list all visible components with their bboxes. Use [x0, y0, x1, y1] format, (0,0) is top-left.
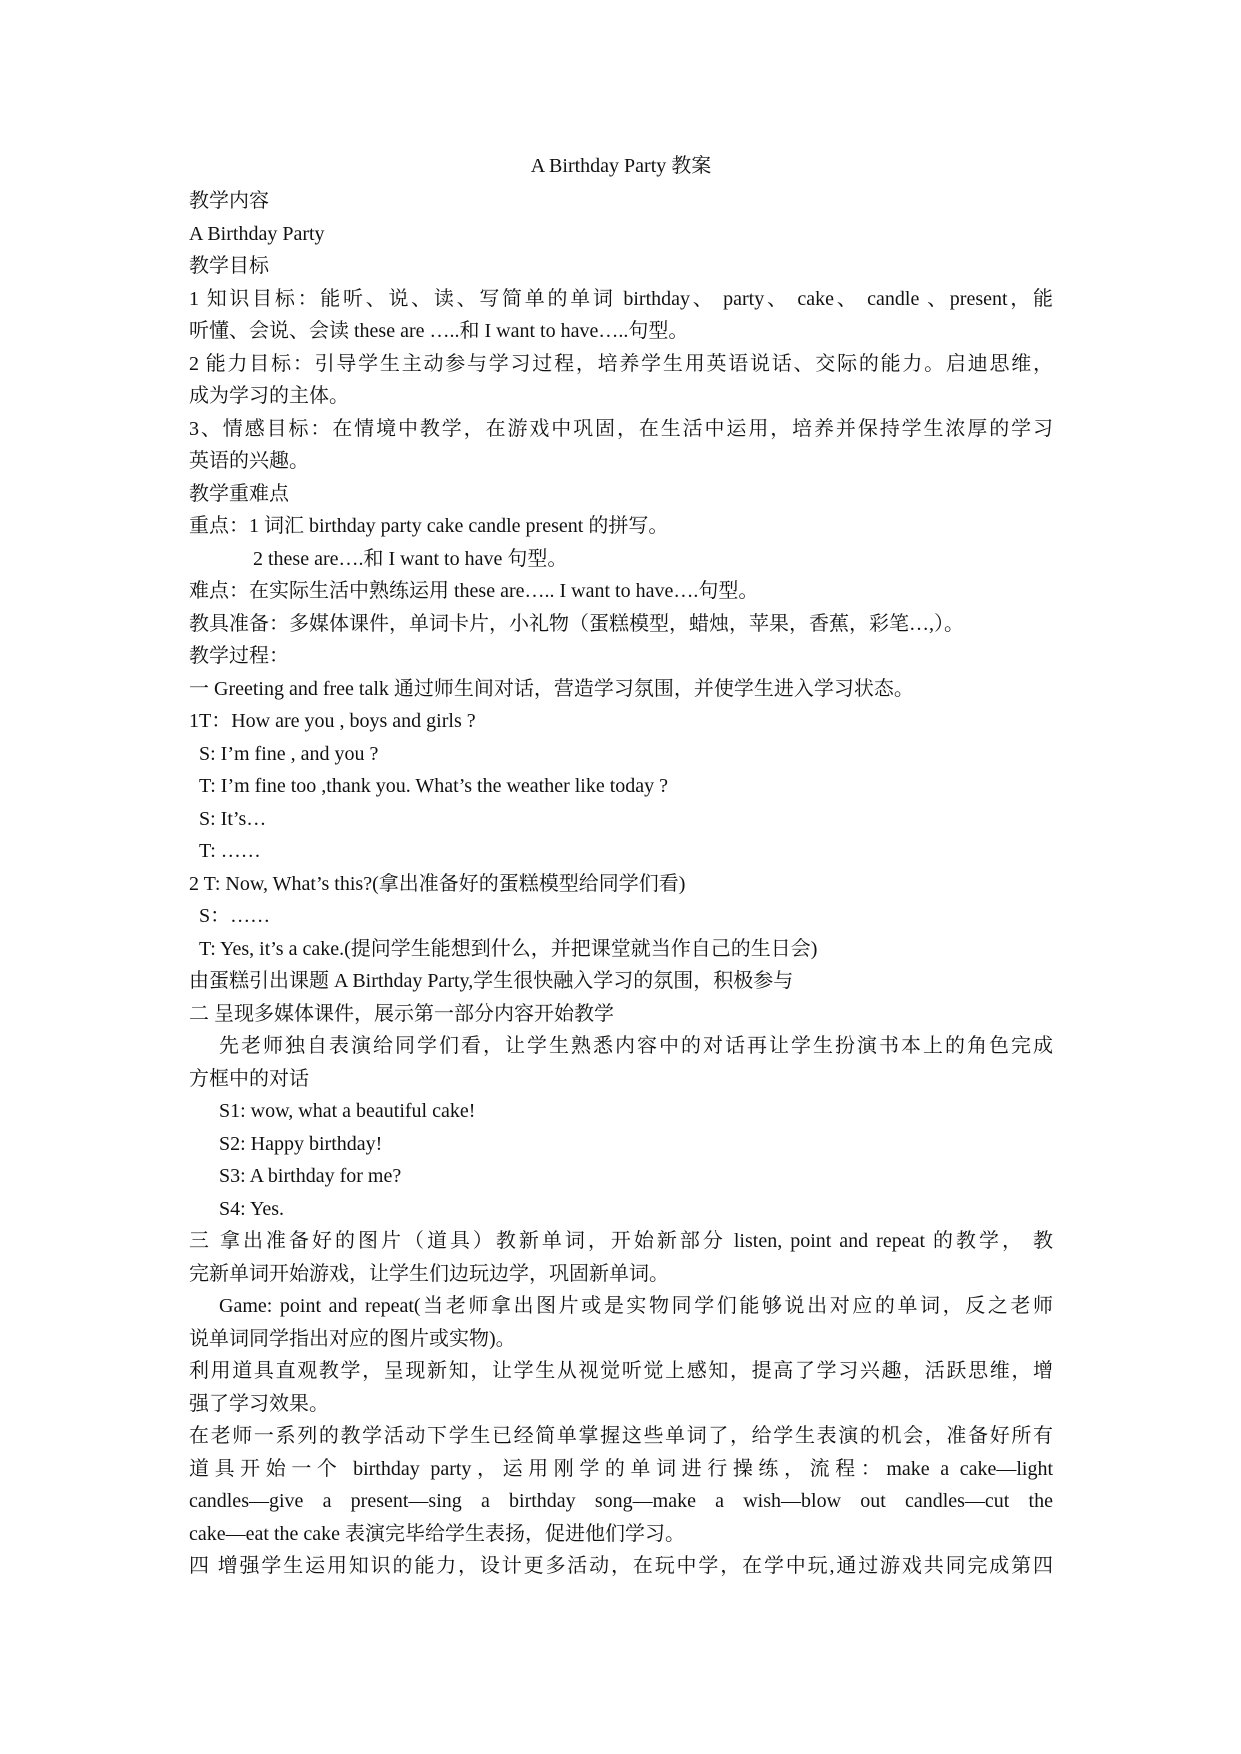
text-line: T: I’m fine too ,thank you. What’s the weather like today ? — [199, 775, 669, 797]
text-line: 重点：1 词汇 birthday party cake candle present 的拼写。 — [189, 515, 669, 537]
text-line: 说单词同学指出对应的图片或实物)。 — [189, 1327, 516, 1350]
text-line: A Birthday Party — [189, 222, 325, 245]
text-line: candles—give a present—sing a birthday song—make a wish—blow out candles—cut the — [189, 1490, 1053, 1512]
text-line: S1: wow, what a beautiful cake! — [219, 1100, 476, 1122]
text-line: 道具开始一个 birthday party，运用刚学的单词进行操练，流程：make a cake—light — [189, 1457, 1053, 1480]
text-line: 教学过程： — [189, 645, 289, 667]
text-line: 三 拿出准备好的图片（道具）教新单词，开始新部分 listen, point and repeat 的教学， 教 — [189, 1230, 1053, 1252]
text-line: 难点：在实际生活中熟练运用 these are….. I want to have….句型。 — [189, 580, 759, 602]
text-line: 2 these are….和 I want to have 句型。 — [253, 547, 568, 570]
text-line: 强了学习效果。 — [189, 1392, 329, 1415]
text-line: 由蛋糕引出课题 A Birthday Party,学生很快融入学习的氛围，积极参与 — [189, 970, 794, 992]
text-line: 一 Greeting and free talk 通过师生间对话，营造学习氛围，并使学生进入学习状态。 — [189, 677, 914, 700]
text-line: Game: point and repeat(当老师拿出图片或是实物同学们能够说出对应的单词，反之老师 — [219, 1295, 1053, 1317]
text-line: 完新单词开始游戏，让学生们边玩边学，巩固新单词。 — [189, 1262, 669, 1285]
text-line: 教学内容 — [189, 190, 269, 212]
text-line: 二 呈现多媒体课件，展示第一部分内容开始教学 — [189, 1002, 614, 1025]
text-line: 成为学习的主体。 — [189, 385, 349, 407]
text-line: 3、情感目标：在情境中教学，在游戏中巩固，在生活中运用，培养并保持学生浓厚的学习 — [189, 417, 1053, 440]
text-line: S4: Yes. — [219, 1197, 285, 1220]
document-body — [189, 185, 1053, 1583]
text-line: S: I’m fine , and you ? — [199, 742, 379, 765]
text-line: 方框中的对话 — [189, 1067, 309, 1090]
text-line: 教具准备：多媒体课件，单词卡片，小礼物（蛋糕模型，蜡烛，苹果，香蕉，彩笔…,）。 — [189, 612, 964, 635]
text-line: 2 能力目标：引导学生主动参与学习过程，培养学生用英语说话、交际的能力。启迪思维， — [189, 352, 1053, 375]
text-line: S：…… — [199, 905, 271, 927]
text-line: 1T：How are you , boys and girls ? — [189, 710, 476, 732]
text-line: 教学重难点 — [189, 482, 289, 505]
document-title: A Birthday Party 教案 — [530, 155, 712, 177]
text-line: 听懂、会说、会读 these are …..和 I want to have…..句型。 — [189, 320, 689, 342]
text-line: S3: A birthday for me? — [219, 1165, 402, 1187]
text-line: S2: Happy birthday! — [219, 1132, 383, 1155]
text-line: 先老师独自表演给同学们看，让学生熟悉内容中的对话再让学生扮演书本上的角色完成 — [219, 1035, 1053, 1057]
text-line: 在老师一系列的教学活动下学生已经简单掌握这些单词了，给学生表演的机会，准备好所有 — [189, 1425, 1053, 1447]
text-line: 1 知识目标：能听、说、读、写简单的单词 birthday、 party、 cake、 candle 、present，能 — [189, 287, 1053, 310]
text-line: T: …… — [199, 840, 261, 862]
text-line: 四 增强学生运用知识的能力，设计更多活动，在玩中学，在学中玩,通过游戏共同完成第四 — [189, 1555, 1053, 1577]
text-line: T: Yes, it’s a cake.(提问学生能想到什么，并把课堂就当作自己的生日会) — [199, 937, 818, 960]
text-line: S: It’s… — [199, 807, 267, 830]
text-line: 英语的兴趣。 — [189, 450, 309, 472]
text-line: 教学目标 — [189, 255, 269, 277]
text-line: 利用道具直观教学，呈现新知，让学生从视觉听觉上感知，提高了学习兴趣，活跃思维，增 — [189, 1360, 1053, 1382]
text-line: 2 T: Now, What’s this?(拿出准备好的蛋糕模型给同学们看) — [189, 872, 686, 895]
text-line: cake—eat the cake 表演完毕给学生表扬，促进他们学习。 — [189, 1522, 686, 1545]
